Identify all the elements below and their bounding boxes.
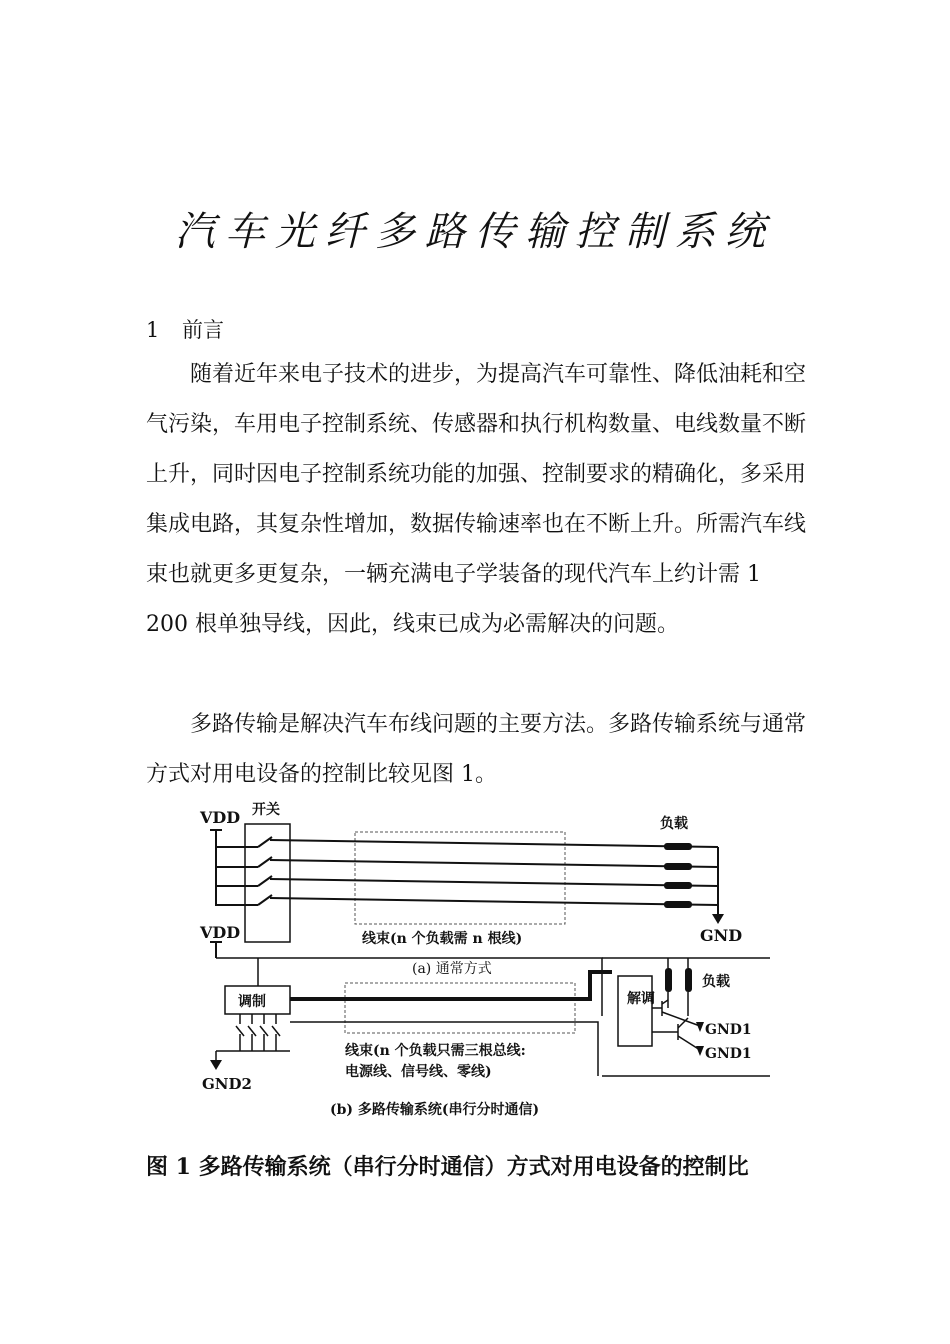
- gnd2-arrow: [210, 1060, 222, 1070]
- paragraph-multiplex: 多路传输是解决汽车布线问题的主要方法。多路传输系统与通常方式对用电设备的控制比较见图 1。: [146, 712, 807, 787]
- harness-label-b-line1: 线束(n 个负载只需三根总线:: [345, 1043, 526, 1059]
- section-heading: [146, 314, 224, 344]
- load-label-b: 负载: [702, 974, 730, 990]
- figure-1-diagram: [190, 796, 770, 1126]
- harness-box-b: [345, 983, 575, 1033]
- load-label-a: 负载: [660, 816, 688, 832]
- vdd-bottom-label: VDD: [200, 923, 241, 942]
- gnd1-label-a: GND1: [705, 1022, 752, 1038]
- demodulator-box: [618, 976, 652, 1046]
- gnd1-arrow-b: [696, 1046, 704, 1056]
- section-title: 前言: [182, 318, 224, 342]
- gnd-arrow: [712, 914, 724, 924]
- caption-b: (b) 多路传输系统(串行分时通信): [330, 1102, 540, 1118]
- switch-label: 开关: [252, 802, 280, 818]
- gnd1-label-b: GND1: [705, 1046, 752, 1062]
- caption-a: (a) 通常方式: [412, 961, 492, 977]
- harness-label-a: 线束(n 个负载需 n 根线): [362, 931, 523, 947]
- section-number: 1: [146, 318, 160, 342]
- gnd-label: GND: [700, 926, 743, 945]
- figure-caption: 图 1 多路传输系统（串行分时通信）方式对用电设备的控制比: [146, 1154, 749, 1180]
- transistors: [652, 958, 700, 1050]
- mod-switches: [216, 1014, 290, 1060]
- modulate-label: 调制: [238, 994, 266, 1010]
- paragraph-intro: 随着近年来电子技术的进步，为提高汽车可靠性、降低油耗和空气污染，车用电子控制系统、传感器和执行机构数量、电线数量不断上升，同时因电子控制系统功能的加强、控制要求的精确化，多采用集成电路，其复杂性增加，数据传输速率也在不断上升。所需汽车线束也就更多更复杂，一辆充满电子学装备的现代汽车上约计需 1 200 根单独导线，因此，线束已成为必需解决的问题。: [146, 362, 807, 637]
- load-resistors-a: [664, 843, 692, 908]
- switch-box: [245, 824, 290, 942]
- wire-group-a: [216, 840, 718, 905]
- harness-box-a: [355, 832, 565, 924]
- document-title: 汽车光纤多路传输控制系统: [175, 209, 775, 255]
- vdd-top-label: VDD: [200, 808, 241, 827]
- gnd2-label: GND2: [202, 1075, 252, 1093]
- load-resistors-b: [665, 968, 692, 992]
- switch-contacts: [258, 837, 272, 905]
- gnd1-arrow-a: [696, 1022, 704, 1032]
- demodulate-label: 解调: [627, 991, 655, 1007]
- harness-label-b-line2: 电源线、信号线、零线): [345, 1064, 492, 1080]
- power-bus: [216, 958, 602, 1016]
- diagram-svg: [190, 796, 770, 1126]
